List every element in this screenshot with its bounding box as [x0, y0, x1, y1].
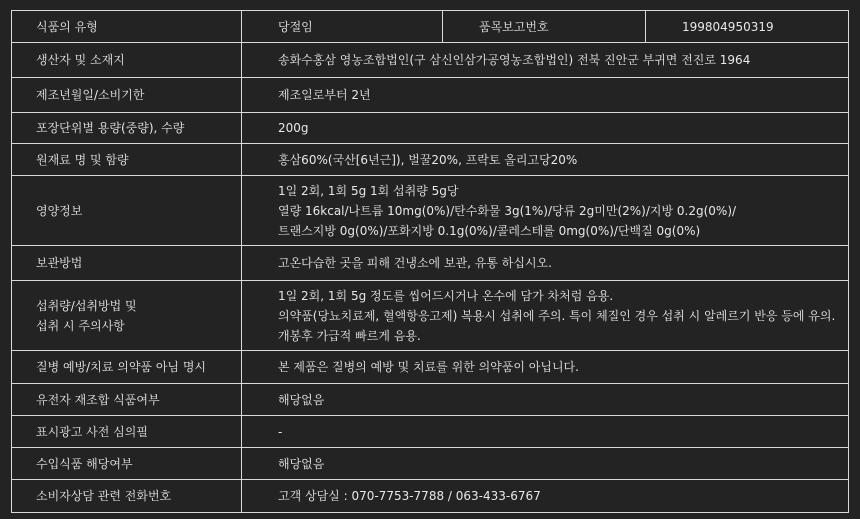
- table-row: [12, 281, 849, 351]
- row-value: 해당없음: [242, 448, 849, 480]
- row-value: [242, 176, 849, 246]
- table-row: [12, 448, 849, 480]
- row-value: 제조일로부터 2년: [242, 78, 849, 113]
- report-number-value: 199804950319: [646, 11, 849, 43]
- table-row: [12, 78, 849, 113]
- row-label: 식품의 유형: [12, 11, 242, 43]
- row-value: -: [242, 416, 849, 448]
- table-row: [12, 11, 849, 43]
- table-row: [12, 113, 849, 144]
- row-value: 고객 상담실 : 070-7753-7788 / 063-433-6767: [242, 480, 849, 513]
- nutrition-line: 트랜스지방 0g(0%)/포화지방 0.1g(0%)/콜레스테롤 0mg(0%)/단백질 0g(0%): [278, 223, 701, 238]
- row-label: 표시광고 사전 심의필: [12, 416, 242, 448]
- intake-line: 1일 2회, 1회 5g 정도를 씹어드시거나 온수에 담가 차처럼 음용.: [278, 288, 614, 303]
- intake-line: 개봉후 가급적 빠르게 음용.: [278, 328, 421, 343]
- report-number-label: 품목보고번호: [443, 11, 646, 43]
- table-row: [12, 43, 849, 78]
- row-label: 질병 예방/치료 의약품 아님 명시: [12, 351, 242, 384]
- row-value: 고온다습한 곳을 피해 건냉소에 보관, 유통 하십시오.: [242, 246, 849, 281]
- table-row: [12, 416, 849, 448]
- row-label: 원재료 명 및 함량: [12, 144, 242, 176]
- row-label: 영양정보: [12, 176, 242, 246]
- product-info-table-container: [11, 10, 848, 509]
- nutrition-line: 1일 2회, 1회 5g 1회 섭취량 5g당: [278, 183, 459, 198]
- intake-line: 의약품(당뇨치료제, 혈액항응고제) 복용시 섭취에 주의. 특이 체질인 경우 섭취 시 알레르기 반응 등에 유의.: [278, 308, 836, 323]
- row-label: 포장단위별 용량(중량), 수량: [12, 113, 242, 144]
- row-value: 송화수홍삼 영농조합법인(구 삼신인삼가공영농조합법인) 전북 진안군 부귀면 전진로 1964: [242, 43, 849, 78]
- row-value: 해당없음: [242, 384, 849, 416]
- table-row: [12, 384, 849, 416]
- row-label: 수입식품 해당여부: [12, 448, 242, 480]
- product-info-table: [11, 10, 849, 513]
- label-line: 섭취 시 주의사항: [36, 318, 125, 333]
- row-label: [12, 281, 242, 351]
- row-label: 생산자 및 소재지: [12, 43, 242, 78]
- row-value: [242, 281, 849, 351]
- row-label: 소비자상담 관련 전화번호: [12, 480, 242, 513]
- row-label: 보관방법: [12, 246, 242, 281]
- table-row: [12, 144, 849, 176]
- row-value: 200g: [242, 113, 849, 144]
- row-value: 홍삼60%(국산[6년근]), 벌꿀20%, 프락토 올리고당20%: [242, 144, 849, 176]
- row-label: 제조년월일/소비기한: [12, 78, 242, 113]
- table-row: [12, 176, 849, 246]
- row-value: 당절임: [242, 11, 443, 43]
- table-row: [12, 246, 849, 281]
- nutrition-line: 열량 16kcal/나트륨 10mg(0%)/탄수화물 3g(1%)/당류 2g미만(2%)/지방 0.2g(0%)/: [278, 203, 737, 218]
- label-line: 섭취량/섭취방법 및: [36, 298, 137, 313]
- row-label: 유전자 재조합 식품여부: [12, 384, 242, 416]
- table-row: [12, 351, 849, 384]
- row-value: 본 제품은 질병의 예방 및 치료를 위한 의약품이 아닙니다.: [242, 351, 849, 384]
- table-row: [12, 480, 849, 513]
